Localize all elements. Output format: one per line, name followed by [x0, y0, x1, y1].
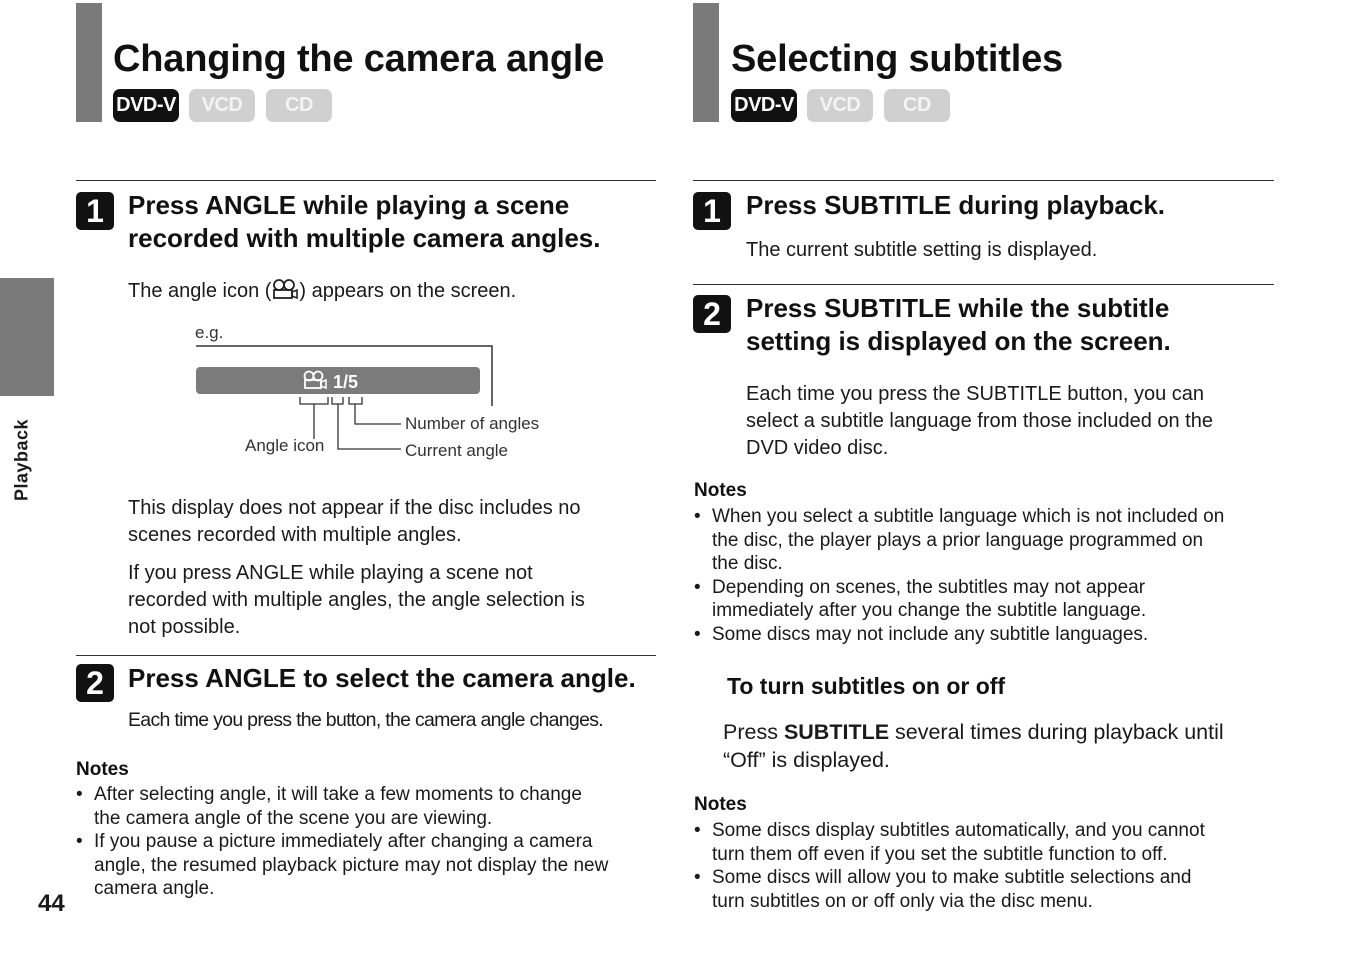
list-item: [694, 866, 1294, 913]
right-step1-rule: [693, 180, 1274, 181]
note-line: • Some discs display subtitles automatically, and you cannot: [712, 820, 1205, 841]
left-para2-line3: not possible.: [128, 616, 241, 638]
subsection-post: several times during playback until: [889, 720, 1224, 744]
right-step1-number: 1: [693, 192, 731, 230]
note-line: • If you pause a picture immediately after changing a camera: [94, 831, 593, 852]
left-para1-line1: This display does not appear if the disc includes no: [128, 497, 581, 519]
right-title-bar: [693, 3, 719, 122]
right-notes1-title: Notes: [694, 480, 747, 501]
side-tab-label: Playback: [11, 418, 32, 502]
left-step2-number: 2: [76, 664, 114, 702]
diagram-eg-label: e.g.: [195, 323, 224, 342]
note-line: the camera angle of the scene you are viewing.: [94, 807, 493, 829]
note-line: camera angle.: [94, 878, 215, 899]
left-para1: [128, 495, 581, 549]
diagram-display-value: 1/5: [333, 372, 359, 392]
note-line: • Some discs may not include any subtitle languages.: [712, 623, 1149, 645]
note-line: angle, the resumed playback picture may not display the new: [94, 854, 609, 876]
right-page-title: Selecting subtitles: [731, 38, 1063, 80]
subsection-bold: SUBTITLE: [783, 720, 890, 744]
left-step1-heading: [128, 189, 600, 255]
left-step1-heading-line2: recorded with multiple camera angles.: [128, 223, 601, 253]
note-line: turn them off even if you set the subtitle function to off.: [712, 843, 1168, 865]
left-para2: [128, 560, 585, 641]
badge-cd: CD: [266, 89, 332, 122]
right-step2-heading: [746, 292, 1171, 358]
list-item: [76, 783, 666, 830]
side-tab-marker: [0, 278, 54, 396]
right-notes2-title: Notes: [694, 794, 747, 815]
note-line: the disc, the player plays a prior language programmed on: [712, 529, 1204, 551]
right-step2-rule: [693, 284, 1274, 285]
right-notes2-list: [694, 819, 1294, 913]
page-number: 44: [38, 890, 65, 917]
left-para2-line2: recorded with multiple angles, the angle selection is: [128, 589, 585, 611]
note-line: the disc.: [712, 553, 783, 574]
subsection-line2: “Off” is displayed.: [723, 748, 890, 772]
label-current-angle: Current angle: [405, 441, 509, 460]
left-notes-list: [76, 783, 666, 901]
right-step2-desc-line3: DVD video disc.: [746, 437, 889, 459]
left-step1-heading-line1: Press ANGLE while playing a scene: [128, 190, 570, 220]
left-step1-rule: [76, 180, 656, 181]
badge-vcd: VCD: [807, 89, 873, 122]
left-title-bar: [76, 3, 102, 122]
label-angle-icon: Angle icon: [245, 436, 325, 455]
left-notes-title: Notes: [76, 759, 129, 780]
note-line: • Depending on scenes, the subtitles may not appear: [712, 576, 1146, 598]
list-item: [694, 819, 1294, 866]
right-step2-heading-line1: Press SUBTITLE while the subtitle: [746, 293, 1170, 323]
badge-dvd-v: DVD-V: [113, 89, 179, 122]
left-page-title: Changing the camera angle: [113, 38, 605, 80]
angle-icon: [271, 278, 299, 300]
right-step2-desc-line1: Each time you press the SUBTITLE button, you can: [746, 383, 1205, 405]
list-item: [694, 576, 1294, 623]
right-step1-desc: The current subtitle setting is displayed.: [746, 239, 1098, 261]
list-item: [76, 830, 666, 901]
left-step1-desc-before: The angle icon (: [128, 280, 272, 302]
right-notes1-list: [694, 505, 1294, 646]
left-step1-desc-after: ) appears on the screen.: [299, 280, 517, 302]
subsection-title: To turn subtitles on or off: [727, 673, 1006, 699]
list-item: [694, 623, 1294, 647]
badge-cd: CD: [884, 89, 950, 122]
note-line: • Some discs will allow you to make subtitle selections and: [712, 867, 1192, 888]
left-step2-desc: Each time you press the button, the camera angle changes.: [128, 709, 603, 731]
left-step1-desc: [128, 278, 516, 305]
badge-dvd-v: DVD-V: [731, 89, 797, 122]
right-step2-heading-line2: setting is displayed on the screen.: [746, 326, 1171, 356]
left-step2-heading: Press ANGLE to select the camera angle.: [128, 663, 636, 693]
right-step2-desc-line2: select a subtitle language from those included on the: [746, 410, 1213, 432]
left-para2-line1: If you press ANGLE while playing a scene not: [128, 562, 533, 584]
note-line: immediately after you change the subtitle language.: [712, 600, 1147, 621]
label-number-of-angles: Number of angles: [405, 414, 540, 433]
subsection-body: [723, 718, 1224, 774]
list-item: [694, 505, 1294, 576]
badge-vcd: VCD: [189, 89, 255, 122]
right-step1-heading: Press SUBTITLE during playback.: [746, 190, 1165, 220]
left-step1-number: 1: [76, 192, 114, 230]
left-step2-rule: [76, 655, 656, 656]
right-step2-desc: [746, 381, 1213, 462]
note-line: turn subtitles on or off only via the disc menu.: [712, 890, 1093, 912]
note-line: • When you select a subtitle language which is not included on: [712, 506, 1225, 527]
left-para1-line2: scenes recorded with multiple angles.: [128, 524, 462, 546]
subsection-pre: Press: [723, 720, 784, 744]
right-step2-number: 2: [693, 295, 731, 333]
note-line: • After selecting angle, it will take a few moments to change: [94, 784, 582, 805]
